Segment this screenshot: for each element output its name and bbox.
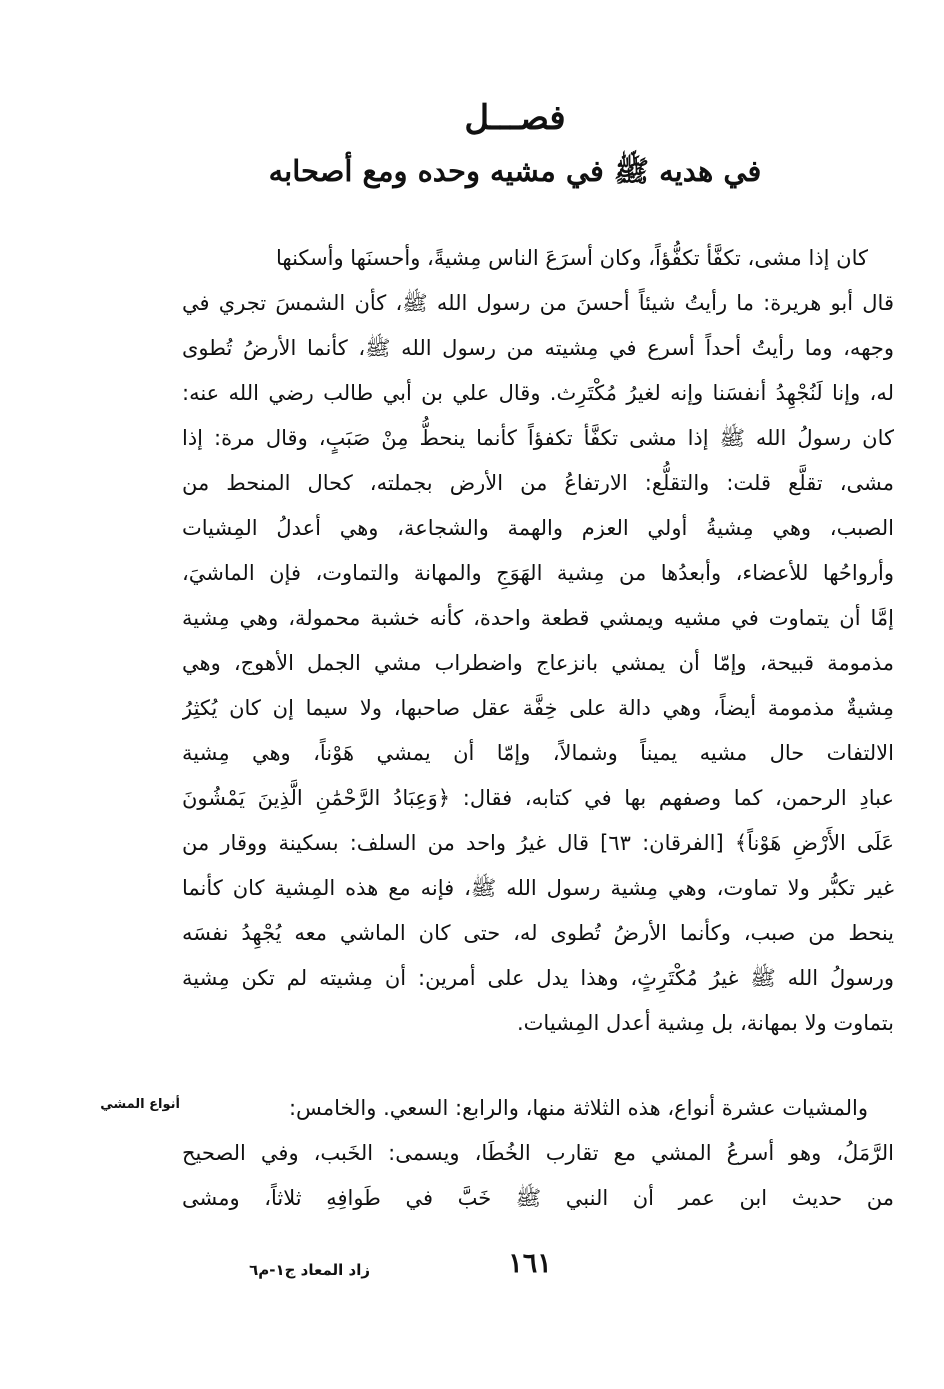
text-line: له، وإنا لَنُجْهِدُ أنفسَنا وإنه لغيرُ مُكْتَرِث. وقال علي بن أبي طالب رضي الله عنه:	[182, 381, 894, 405]
text-line: بتماوت ولا بمهانة، بل مِشية أعدل المِشيات.	[516, 1011, 894, 1035]
footer-book-label: زاد المعاد ج١-م٦	[249, 1261, 370, 1279]
text-line: الالتفات حال مشيه يميناً وشمالاً، وإمّا أن يمشي هَوْناً، وهي مِشية	[182, 741, 894, 765]
text-line: مشى، تقلَّع قلت: والتقلُّع: الارتفاعُ من الأرض بجملته، كحال المنحط من	[182, 471, 894, 495]
section-heading: فصـــل	[464, 98, 566, 138]
paragraph-1	[182, 236, 894, 1046]
paragraph-2	[182, 1086, 894, 1221]
text-line: ورسولُ الله ﷺ غيرُ مُكْتَرِثٍ، وهذا يدل على أمرين: أن مِشيته لم تكن مِشية	[182, 966, 894, 990]
text-line: مِشيةٌ مذمومة أيضاً، وهي دالة على خِفَّة عقل صاحبها، ولا سيما إن كان يُكثِرُ	[182, 696, 894, 720]
text-line: من حديث ابن عمر أن النبي ﷺ خَبَّ في طَوافِهِ ثلاثاً، ومشى	[182, 1186, 894, 1210]
text-line: كان إذا مشى، تكفَّأ تكفُّؤاً، وكان أسرَعَ الناس مِشيةً، وأحسنَها وأسكنها	[276, 246, 868, 270]
margin-note: أنواع المشي	[100, 1097, 180, 1112]
chapter-title: في هديه ﷺ في مشيه وحده ومع أصحابه	[268, 154, 762, 188]
text-line: والمشيات عشرة أنواع، هذه الثلاثة منها، والرابع: السعي. والخامس:	[288, 1096, 868, 1120]
text-line: وجهه، وما رأيتُ أحداً أسرع في مِشيته من رسول الله ﷺ، كأنما الأرضُ تُطوى	[182, 336, 894, 360]
text-line: قال أبو هريرة: ما رأيتُ شيئاً أحسنَ من رسول الله ﷺ، كأن الشمسَ تجري في	[182, 291, 894, 315]
text-line: إمَّا أن يتماوت في مشيه ويمشي قطعة واحدة، كأنه خشبة محمولة، وهي مِشية	[182, 606, 894, 630]
text-line: كان رسولُ الله ﷺ إذا مشى تكفَّأ تكفؤاً كأنما ينحطُّ مِنْ صَبَبٍ، وقال مرة: إذا	[182, 426, 894, 450]
text-line: عبادِ الرحمن، كما وصفهم بها في كتابه، فقال: ﴿وَعِبَادُ الرَّحْمَٰنِ الَّذِينَ يَمْشُونَ	[182, 786, 894, 810]
text-line: الرَّمَلُ، وهو أسرعُ المشي مع تقارب الخُطَا، ويسمى: الخَبب، وفي الصحيح	[182, 1141, 894, 1165]
text-line: غير تكبُّر ولا تماوت، وهي مِشية رسول الله ﷺ، فإنه مع هذه المِشية كان كأنما	[182, 876, 894, 900]
text-line: مذمومة قبيحة، وإمّا أن يمشي بانزعاج واضطراب مشي الجمل الأهوج، وهي	[182, 651, 894, 675]
text-line: ينحط من صبب، وكأنما الأرضُ تُطوى له، حتى كان الماشي معه يُجْهِدُ نفسَه	[182, 921, 894, 945]
text-line: عَلَى الأَرْضِ هَوْناً﴾ [الفرقان: ٦٣] قال غيرُ واحد من السلف: بسكينة ووقار من	[182, 831, 894, 855]
text-line: وأرواحُها للأعضاء، وأبعدُها من مِشية الهَوَجِ والمهانة والتماوت، فإن الماشيَ،	[182, 561, 894, 585]
page-number: ١٦١	[508, 1248, 552, 1279]
text-line: الصبب، وهي مِشيةُ أولي العزم والهمة والشجاعة، وهي أعدلُ المِشيات	[182, 516, 894, 540]
